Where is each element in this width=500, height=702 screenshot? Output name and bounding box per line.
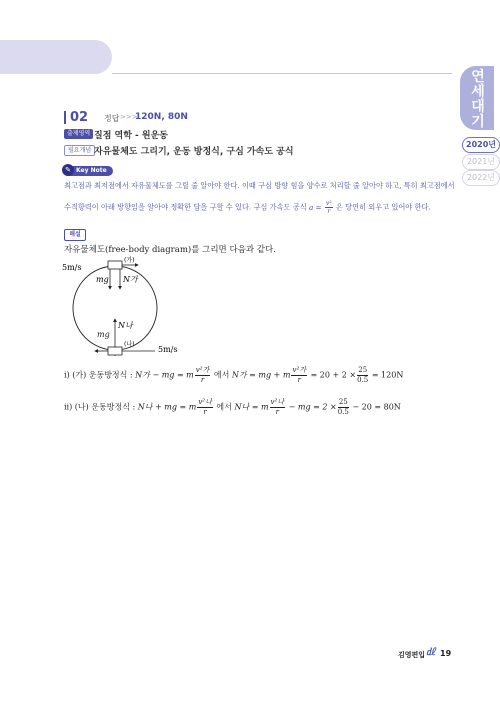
key-note-line-1: 최고점과 최저점에서 자유물체도를 그릴 줄 알아야 한다. 이때 구심 방향 힘을 양수로 처리할 줄 알아야 하고, 특히 최고점에서 xyxy=(64,181,455,190)
key-note-line-2-text: 수직항력이 아래 방향임을 알아야 정확한 답을 구할 수 있다. 구심 가속도 공식 xyxy=(64,202,307,212)
header-band xyxy=(0,40,112,74)
solution-badge: 해설 xyxy=(64,229,86,241)
header-rule xyxy=(112,73,452,74)
bottom-point-label: (나) xyxy=(124,341,135,348)
area-text: 질점 역학 - 원운동 xyxy=(94,131,168,141)
answer-arrows: >>> xyxy=(120,113,138,121)
key-icon: ✎ xyxy=(62,164,74,176)
top-block xyxy=(108,261,122,269)
top-speed-label: 5m/s xyxy=(62,263,82,272)
year-tab-2022[interactable]: 2022년 xyxy=(462,170,500,186)
year-tab-2021[interactable]: 2021년 xyxy=(462,154,500,170)
key-note-badge: Key Note xyxy=(64,166,113,176)
top-normal-label: N가 xyxy=(123,275,138,284)
bottom-block xyxy=(108,347,122,355)
key-note-line-2-end: 은 당연히 외우고 있어야 한다. xyxy=(335,202,431,212)
brand-logo-icon: ㎗ xyxy=(426,648,436,658)
side-tab-title: 연 세 대 기 xyxy=(471,69,485,130)
bottom-speed-label: 5m/s xyxy=(158,345,178,354)
concept-text: 자유물체도 그리기, 운동 방정식, 구심 가속도 공식 xyxy=(94,147,294,157)
solution-intro: 자유물체도(free-body diagram)를 그리면 다음과 같다. xyxy=(64,245,276,255)
footer-brand: 김영편입 xyxy=(398,651,426,659)
bottom-normal-label: N나 xyxy=(118,321,133,330)
answer-label: 정답 xyxy=(104,114,120,123)
top-mg-label: mg xyxy=(96,275,109,284)
question-number: 02 xyxy=(64,111,88,124)
answer-value: 120N, 80N xyxy=(135,112,188,122)
bottom-mg-label: mg xyxy=(97,330,110,339)
equation-1: i) (가) 운동방정식 : N가 − mg = m v²가 r 에서 N가 = mg + m v²가 r = 20 + 2 × $\frac{25}{0.5}$ = 120N xyxy=(64,366,404,384)
centripetal-formula: a = $\frac{\text{v²}}{r}$ xyxy=(308,200,332,215)
equation-2: ii) (나) 운동방정식 : N나 + mg = m v²나 r 에서 N나 = m v²나 r − mg = 2 × $\frac{25}{0.5}$ − 20 = 80N xyxy=(64,398,401,416)
year-tab-2020[interactable]: 2020년 xyxy=(462,137,500,153)
key-note-line-2 xyxy=(64,200,444,215)
free-body-diagram xyxy=(60,256,200,356)
top-point-label: (가) xyxy=(124,257,135,264)
area-tag: 출제영역 xyxy=(64,129,93,139)
concept-tag: 필요개념 xyxy=(64,145,95,156)
page-number: 19 xyxy=(440,649,452,658)
